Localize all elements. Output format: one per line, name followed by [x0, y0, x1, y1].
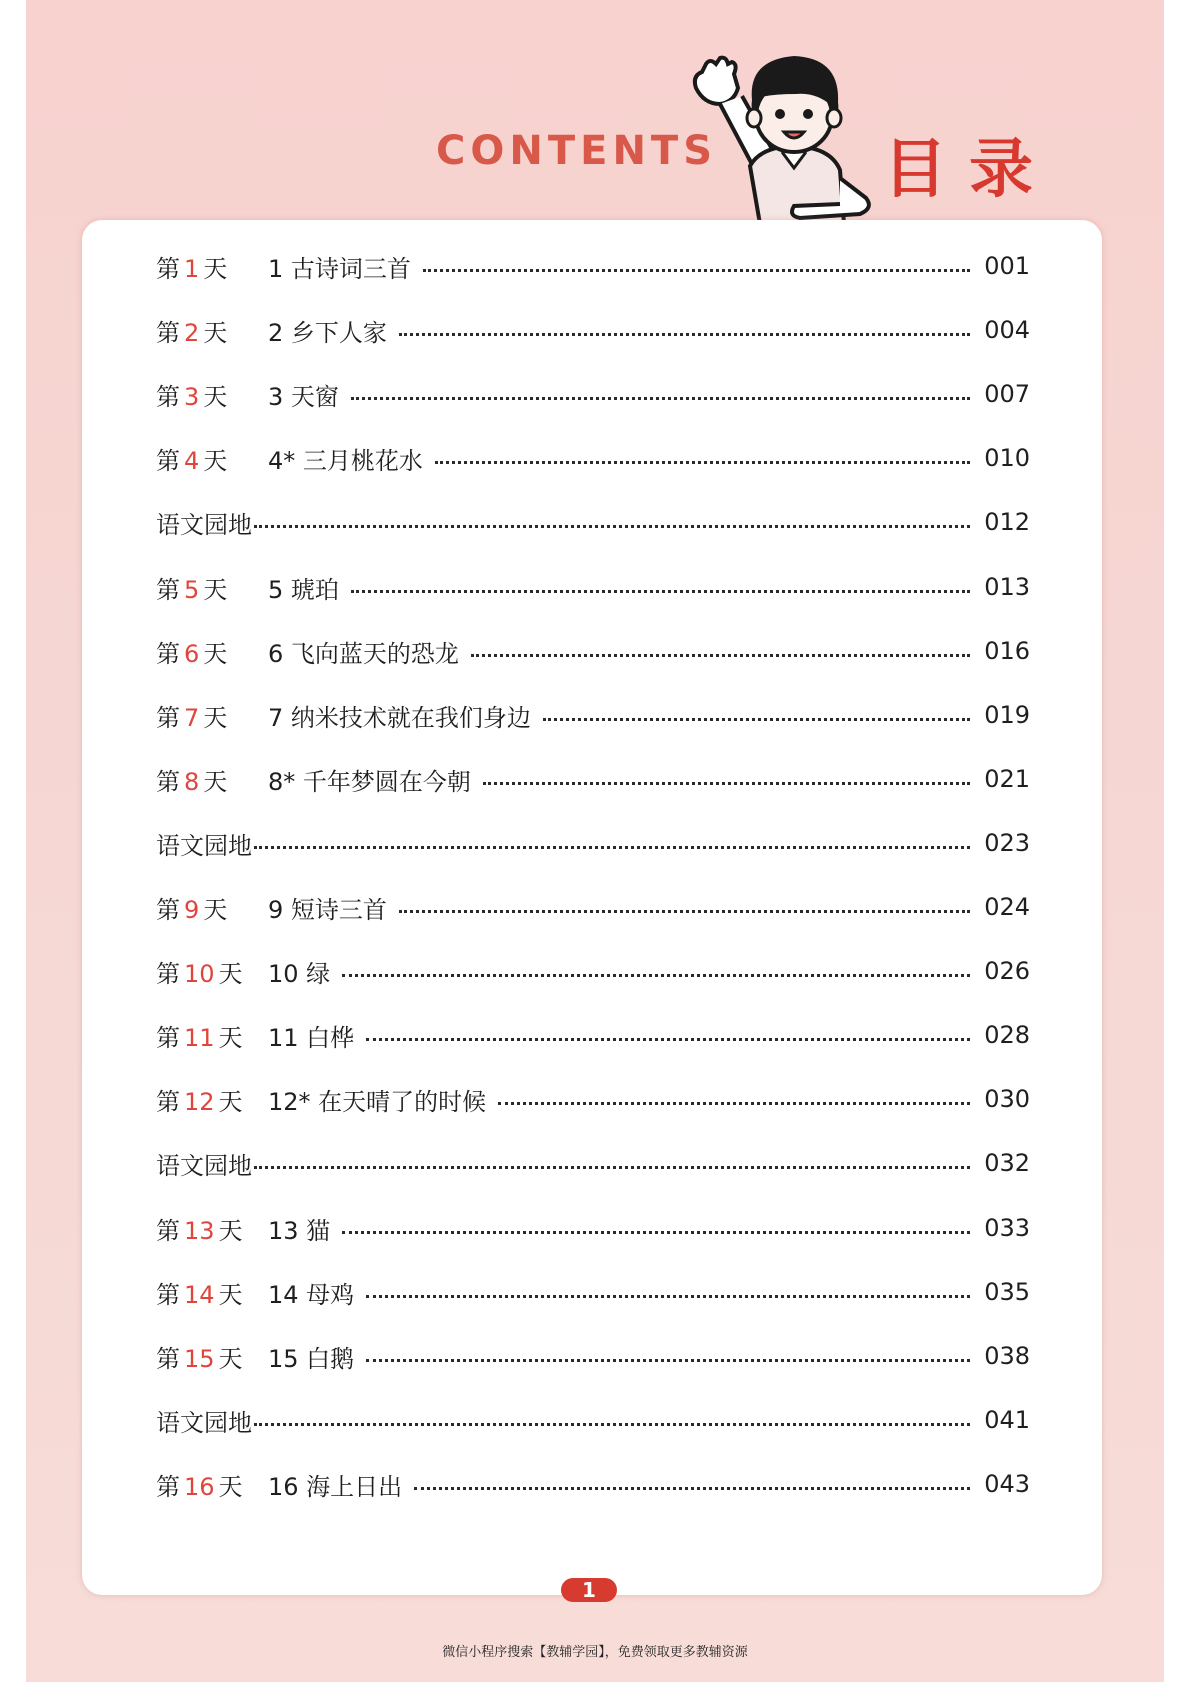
day-label — [156, 1082, 268, 1117]
page-number-badge: 1 — [561, 1578, 617, 1602]
dot-leader — [254, 1423, 970, 1426]
day-suffix: 天 — [203, 575, 228, 604]
dot-leader — [366, 1295, 970, 1298]
toc-row-day[interactable] — [156, 1272, 1030, 1312]
page-number: 032 — [984, 1149, 1030, 1177]
dot-leader — [351, 397, 970, 400]
toc-row-unit-review[interactable] — [156, 502, 1030, 542]
day-suffix: 天 — [203, 382, 228, 411]
page-number: 012 — [984, 508, 1030, 536]
day-suffix: 天 — [218, 1023, 243, 1052]
day-prefix: 第 — [156, 959, 180, 988]
day-number: 15 — [184, 1344, 215, 1373]
day-prefix: 第 — [156, 895, 180, 924]
day-number: 10 — [184, 959, 215, 988]
dot-leader — [366, 1359, 970, 1362]
page-number: 028 — [984, 1021, 1030, 1049]
toc-title: 目录 — [883, 133, 1055, 207]
day-number: 12 — [184, 1087, 215, 1116]
toc-row-unit-review[interactable] — [156, 1143, 1030, 1183]
lesson-title: 13 猫 — [268, 1216, 331, 1245]
dot-leader — [423, 269, 970, 272]
day-prefix: 第 — [156, 1344, 180, 1373]
toc-row-unit-review[interactable] — [156, 1400, 1030, 1440]
lesson-title: 15 白鹅 — [268, 1344, 355, 1373]
toc-row-day[interactable] — [156, 1015, 1030, 1055]
page-number: 007 — [984, 380, 1030, 408]
day-number: 5 — [184, 575, 200, 604]
dot-leader — [342, 1231, 970, 1234]
toc-row-day[interactable] — [156, 246, 1030, 286]
page-number: 013 — [984, 573, 1030, 601]
page-number: 019 — [984, 701, 1030, 729]
day-suffix: 天 — [203, 703, 228, 732]
day-suffix: 天 — [218, 1087, 243, 1116]
day-number: 13 — [184, 1216, 215, 1245]
lesson-title: 12* 在天晴了的时候 — [268, 1087, 487, 1116]
day-suffix: 天 — [218, 1344, 243, 1373]
day-label — [156, 1211, 268, 1246]
lesson-title: 6 飞向蓝天的恐龙 — [268, 639, 459, 668]
page-number: 016 — [984, 637, 1030, 665]
page-number: 030 — [984, 1085, 1030, 1113]
page-number: 010 — [984, 444, 1030, 472]
dot-leader — [414, 1487, 970, 1490]
page-number: 038 — [984, 1342, 1030, 1370]
toc-row-day[interactable] — [156, 1208, 1030, 1248]
unit-review-title: 语文园地 — [156, 510, 252, 539]
day-number: 14 — [184, 1280, 215, 1309]
day-label — [156, 1275, 268, 1310]
unit-review-title: 语文园地 — [156, 831, 252, 860]
day-number: 7 — [184, 703, 200, 732]
day-prefix: 第 — [156, 446, 180, 475]
day-prefix: 第 — [156, 1216, 180, 1245]
day-number: 16 — [184, 1472, 215, 1501]
page-number: 035 — [984, 1278, 1030, 1306]
day-prefix: 第 — [156, 1280, 180, 1309]
day-number: 1 — [184, 254, 200, 283]
dot-leader — [498, 1102, 970, 1105]
page-number: 004 — [984, 316, 1030, 344]
day-number: 4 — [184, 446, 200, 475]
day-label — [156, 377, 268, 412]
day-suffix: 天 — [203, 446, 228, 475]
footer-promo-text: 微信小程序搜索【教辅学园】，免费领取更多教辅资源 — [442, 1645, 748, 1660]
day-suffix: 天 — [218, 1280, 243, 1309]
day-suffix: 天 — [203, 639, 228, 668]
day-number: 2 — [184, 318, 200, 347]
day-suffix: 天 — [218, 959, 243, 988]
day-prefix: 第 — [156, 1472, 180, 1501]
dot-leader — [471, 654, 970, 657]
lesson-title: 11 白桦 — [268, 1023, 355, 1052]
dot-leader — [254, 846, 970, 849]
day-prefix: 第 — [156, 639, 180, 668]
day-label — [156, 313, 268, 348]
dot-leader — [483, 782, 970, 785]
day-suffix: 天 — [203, 767, 228, 796]
day-label — [156, 249, 268, 284]
lesson-title: 10 绿 — [268, 959, 331, 988]
page-number: 023 — [984, 829, 1030, 857]
dot-leader — [366, 1038, 970, 1041]
toc-row-day[interactable] — [156, 887, 1030, 927]
day-label — [156, 890, 268, 925]
day-label — [156, 1018, 268, 1053]
day-label — [156, 634, 268, 669]
toc-row-day[interactable] — [156, 759, 1030, 799]
lesson-title: 3 天窗 — [268, 382, 339, 411]
dot-leader — [399, 910, 970, 913]
toc-row-day[interactable] — [156, 695, 1030, 735]
dot-leader — [543, 718, 970, 721]
day-prefix: 第 — [156, 254, 180, 283]
day-prefix: 第 — [156, 575, 180, 604]
toc-row-unit-review[interactable] — [156, 823, 1030, 863]
day-number: 9 — [184, 895, 200, 924]
dot-leader — [342, 974, 970, 977]
day-prefix: 第 — [156, 703, 180, 732]
day-suffix: 天 — [203, 254, 228, 283]
day-label — [156, 762, 268, 797]
dot-leader — [254, 1166, 970, 1169]
page-number: 041 — [984, 1406, 1030, 1434]
dot-leader — [351, 590, 970, 593]
day-number: 3 — [184, 382, 200, 411]
lesson-title: 8* 千年梦圆在今朝 — [268, 767, 471, 796]
toc-row-day[interactable] — [156, 631, 1030, 671]
day-label — [156, 954, 268, 989]
page-number: 033 — [984, 1214, 1030, 1242]
lesson-title: 4* 三月桃花水 — [268, 446, 423, 475]
toc-row-day[interactable] — [156, 438, 1030, 478]
day-prefix: 第 — [156, 767, 180, 796]
toc-row-day[interactable] — [156, 1336, 1030, 1376]
page-number: 043 — [984, 1470, 1030, 1498]
dot-leader — [254, 525, 970, 528]
waving-boy-mascot-icon — [690, 48, 880, 224]
unit-review-title: 语文园地 — [156, 1151, 252, 1180]
dot-leader — [399, 333, 970, 336]
lesson-title: 2 乡下人家 — [268, 318, 387, 347]
toc-row-day[interactable] — [156, 1464, 1030, 1504]
day-number: 11 — [184, 1023, 215, 1052]
day-suffix: 天 — [203, 318, 228, 347]
day-prefix: 第 — [156, 1023, 180, 1052]
toc-row-day[interactable] — [156, 1079, 1030, 1119]
day-suffix: 天 — [203, 895, 228, 924]
page-number: 001 — [984, 252, 1030, 280]
page-number: 024 — [984, 893, 1030, 921]
day-prefix: 第 — [156, 1087, 180, 1116]
page-number: 026 — [984, 957, 1030, 985]
lesson-title: 1 古诗词三首 — [268, 254, 411, 283]
toc-row-day[interactable] — [156, 567, 1030, 607]
day-number: 6 — [184, 639, 200, 668]
toc-row-day[interactable] — [156, 951, 1030, 991]
lesson-title: 5 琥珀 — [268, 575, 339, 604]
day-prefix: 第 — [156, 382, 180, 411]
lesson-title: 14 母鸡 — [268, 1280, 355, 1309]
day-label — [156, 1339, 268, 1374]
contents-heading: CONTENTS — [436, 128, 718, 174]
day-label — [156, 570, 268, 605]
lesson-title: 9 短诗三首 — [268, 895, 387, 924]
day-prefix: 第 — [156, 318, 180, 347]
page-number: 021 — [984, 765, 1030, 793]
day-suffix: 天 — [218, 1472, 243, 1501]
day-label — [156, 441, 268, 476]
lesson-title: 16 海上日出 — [268, 1472, 403, 1501]
dot-leader — [435, 461, 970, 464]
toc-row-day[interactable] — [156, 310, 1030, 350]
day-label — [156, 1467, 268, 1502]
lesson-title: 7 纳米技术就在我们身边 — [268, 703, 531, 732]
day-number: 8 — [184, 767, 200, 796]
unit-review-title: 语文园地 — [156, 1408, 252, 1437]
day-label — [156, 698, 268, 733]
day-suffix: 天 — [218, 1216, 243, 1245]
toc-row-day[interactable] — [156, 374, 1030, 414]
